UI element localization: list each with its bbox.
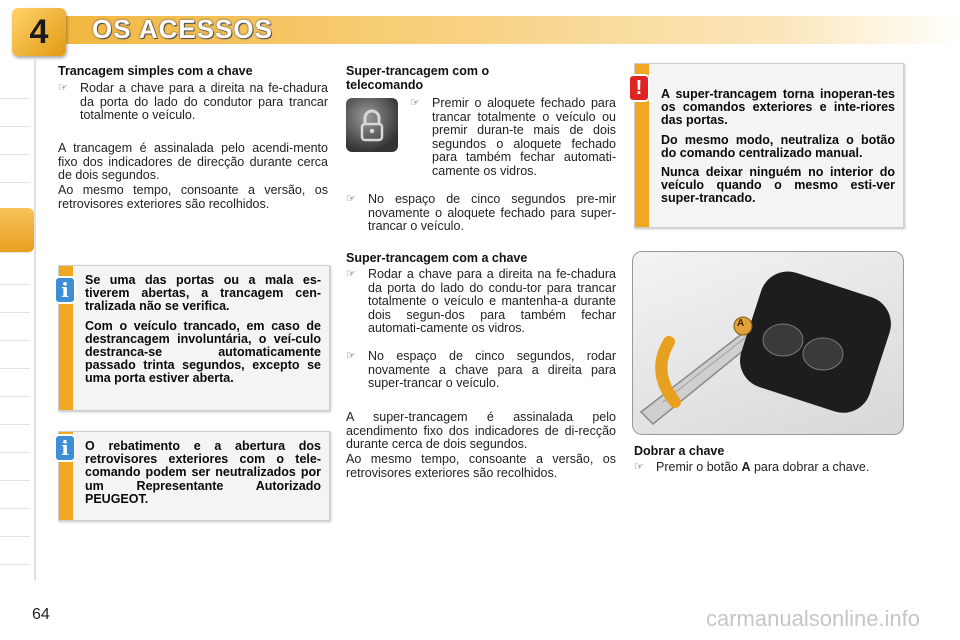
chapter-tab[interactable]	[0, 164, 30, 183]
section-heading: Trancagem simples com a chave	[58, 64, 253, 78]
chapter-tab[interactable]	[0, 378, 30, 397]
bullet-item: ☞ Premir o aloquete fechado para trancar totalmente o veículo ou premir duran-te mais de dois segundos o aloquete fechado para também fechar automati-camente os vidros.	[410, 96, 616, 178]
paragraph: A trancagem é assinalada pelo acendi-mento fixo dos indicadores de direcção durante cerca de dois segundos.	[58, 141, 328, 182]
chapter-tab[interactable]	[0, 136, 30, 155]
section-heading: Dobrar a chave	[634, 444, 725, 458]
section-heading: Super-trancagem com a chave	[346, 251, 528, 265]
note-text: Do mesmo modo, neutraliza o botão do comando centralizado manual.	[661, 132, 895, 160]
chapter-tabs	[0, 60, 36, 580]
note-text: Com o veículo trancado, em caso de destrancagem involuntária, o veí-culo destranca-se automaticamente passado trinta segundos, excepto se uma porta estiver aberta.	[85, 318, 321, 386]
chapter-tab[interactable]	[0, 108, 30, 127]
note-text: Nunca deixar ninguém no interior do veículo quando o mesmo esti-ver super-trancado.	[661, 165, 895, 206]
bullet-item: ☞ Rodar a chave para a direita na fe-chadura da porta do lado do condu-tor para trancar totalmente o veículo e mantenha-a durante dois segun-dos para também fechar automati-camente os vidros.	[346, 267, 616, 335]
button-a-label: A	[737, 318, 745, 329]
chapter-tab[interactable]	[0, 294, 30, 313]
info-icon: i	[56, 436, 74, 460]
section-heading: Super-trancagem com o telecomando	[346, 64, 490, 92]
padlock-icon	[346, 98, 398, 152]
chapter-tab[interactable]	[0, 490, 30, 509]
warning-note	[634, 63, 904, 228]
info-icon: i	[56, 278, 74, 302]
bullet-item: ☞ No espaço de cinco segundos, rodar novamente a chave para a direita para super-trancar o veículo.	[346, 349, 616, 390]
chapter-tab[interactable]	[0, 462, 30, 481]
chapter-tab-active[interactable]	[0, 208, 34, 253]
chapter-tab[interactable]	[0, 434, 30, 453]
padlock-button-image	[346, 98, 398, 152]
note-text: Se uma das portas ou a mala es-tiverem abertas, a trancagem cen-tralizada não se verifica.	[85, 273, 321, 314]
pointing-hand-icon: ☞	[346, 350, 356, 362]
chapter-tab[interactable]	[0, 518, 30, 537]
chapter-tab[interactable]	[0, 80, 30, 99]
chapter-badge	[12, 8, 66, 56]
page-number: 64	[32, 606, 50, 623]
chapter-tab[interactable]	[0, 546, 30, 565]
page-title: OS ACESSOS	[92, 14, 273, 44]
note-text: A super-trancagem torna inoperan-tes os comandos exteriores e inte-riores das portas.	[661, 87, 895, 128]
key-photo	[632, 251, 904, 435]
bullet-item: ☞ No espaço de cinco segundos pre-mir novamente o aloquete fechado para super-trancar o veículo.	[346, 192, 616, 233]
paragraph: Ao mesmo tempo, consoante a versão, os retrovisores exteriores são recolhidos.	[346, 452, 616, 480]
pointing-hand-icon: ☞	[410, 97, 420, 109]
chapter-tab[interactable]	[0, 350, 30, 369]
watermark: carmanualsonline.info	[706, 606, 921, 631]
chapter-tab[interactable]	[0, 406, 30, 425]
info-note	[58, 265, 330, 411]
bullet-item: ☞ Premir o botão A para dobrar a chave.	[634, 460, 870, 474]
pointing-hand-icon: ☞	[346, 268, 356, 280]
chapter-tab[interactable]	[0, 322, 30, 341]
chapter-tab[interactable]	[0, 266, 30, 285]
pointing-hand-icon: ☞	[58, 82, 68, 94]
pointing-hand-icon: ☞	[634, 461, 644, 473]
bullet-item: ☞ Rodar a chave para a direita na fe-chadura da porta do lado do condutor para trancar totalmente o veículo.	[58, 81, 328, 122]
note-text: O rebatimento e a abertura dos retrovisores exteriores com o tele-comando podem ser neutralizados por um Representante Autorizado PEUGEOT.	[85, 439, 321, 506]
chapter-number: 4	[29, 13, 49, 51]
folding-key-illustration	[633, 252, 903, 434]
paragraph: A super-trancagem é assinalada pelo acendimento fixo dos indicadores de di-recção durante cerca de dois segundos.	[346, 410, 616, 451]
pointing-hand-icon: ☞	[346, 193, 356, 205]
exclamation-icon: !	[630, 76, 648, 100]
paragraph: Ao mesmo tempo, consoante a versão, os retrovisores exteriores são recolhidos.	[58, 183, 328, 211]
info-note	[58, 431, 330, 521]
